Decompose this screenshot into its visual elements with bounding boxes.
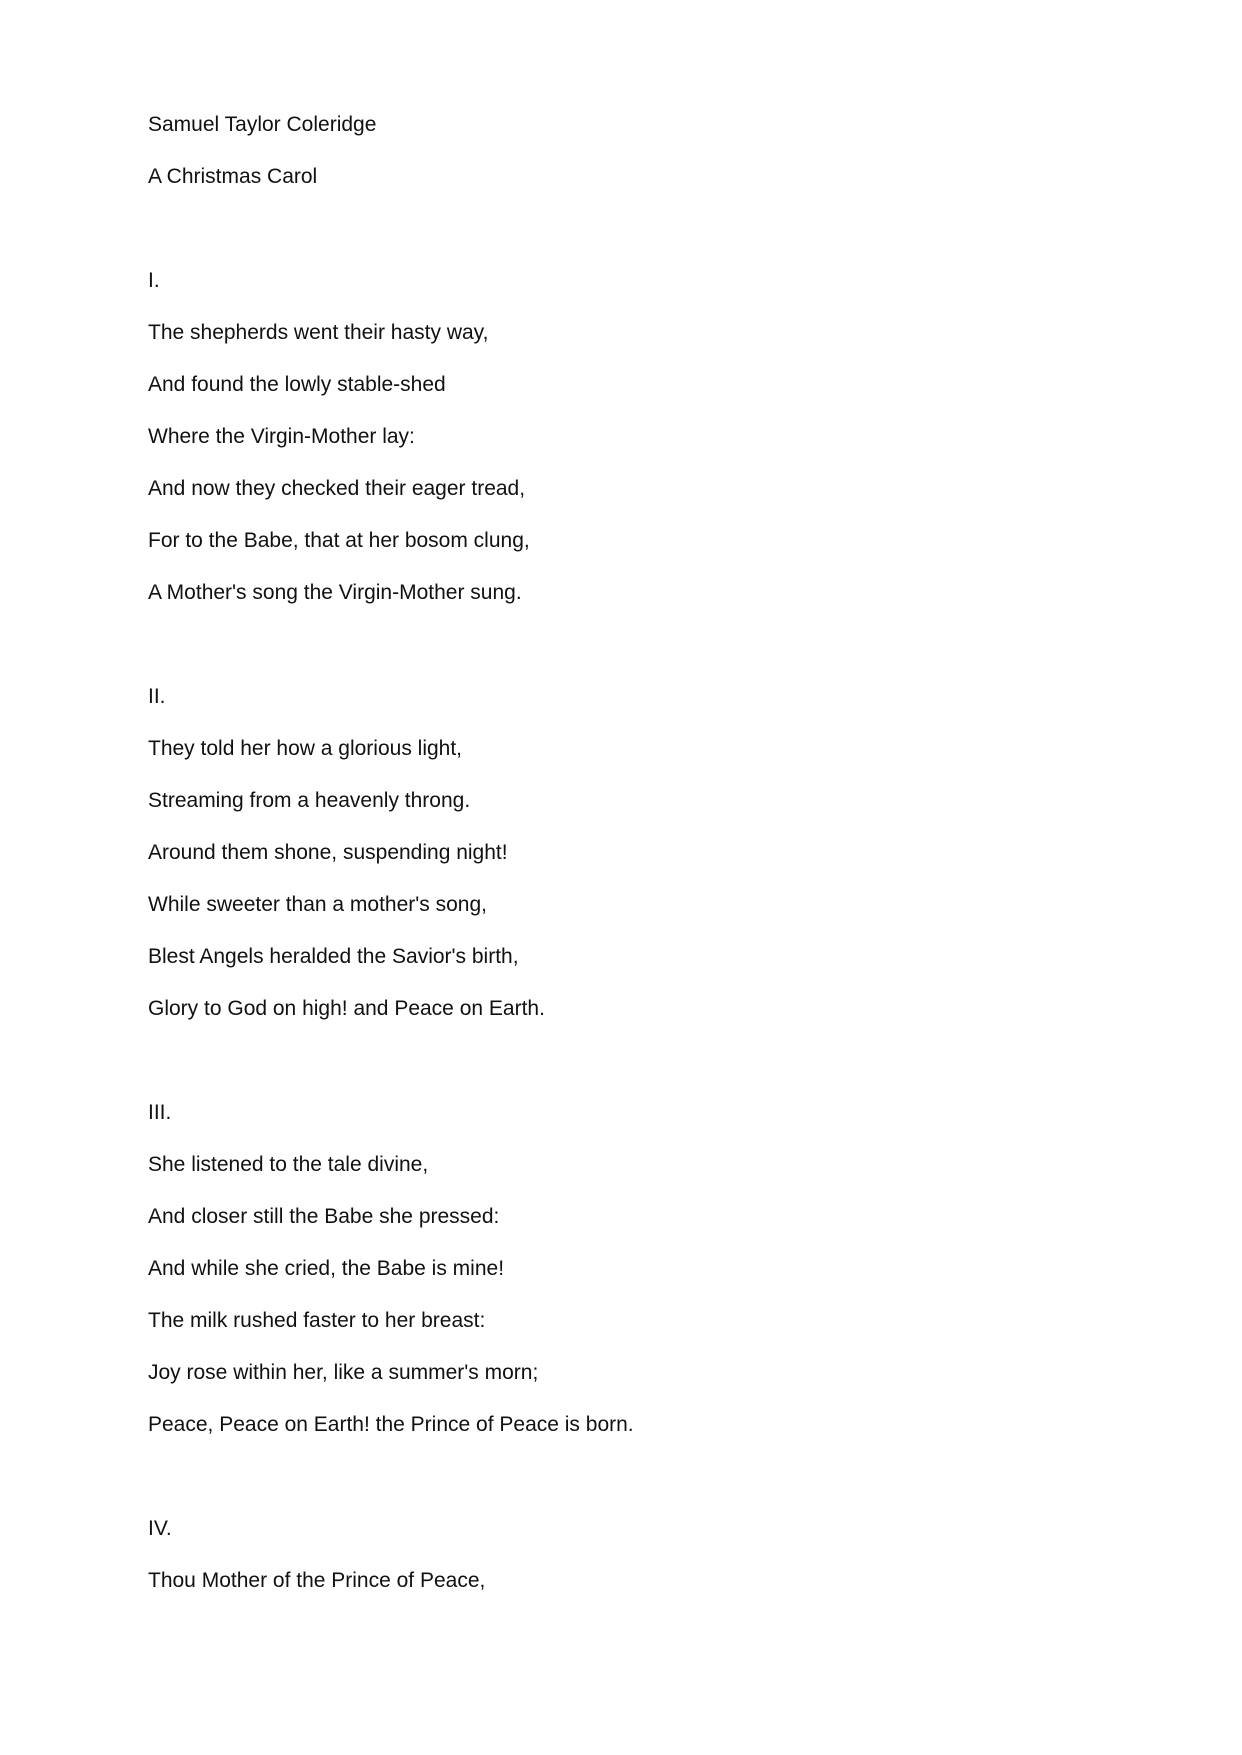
- author-name: Samuel Taylor Coleridge: [148, 113, 377, 136]
- poem-line: Where the Virgin-Mother lay:: [148, 425, 415, 448]
- poem-line: Peace, Peace on Earth! the Prince of Peace is born.: [148, 1413, 634, 1436]
- poem-line: Blest Angels heralded the Savior's birth,: [148, 945, 519, 968]
- poem-line: Glory to God on high! and Peace on Earth.: [148, 997, 545, 1020]
- poem-line: For to the Babe, that at her bosom clung,: [148, 529, 530, 552]
- stanza-numeral: I.: [148, 269, 160, 292]
- poem-line: Joy rose within her, like a summer's morn;: [148, 1361, 539, 1384]
- poem-line: She listened to the tale divine,: [148, 1153, 429, 1176]
- poem-line: And closer still the Babe she pressed:: [148, 1205, 500, 1228]
- stanza-numeral: III.: [148, 1101, 172, 1124]
- poem-line: A Mother's song the Virgin-Mother sung.: [148, 581, 522, 604]
- poem-line: And while she cried, the Babe is mine!: [148, 1257, 505, 1280]
- poem-line: Thou Mother of the Prince of Peace,: [148, 1569, 486, 1592]
- poem-title: A Christmas Carol: [148, 165, 318, 188]
- poem-line: The milk rushed faster to her breast:: [148, 1309, 486, 1332]
- poem-line: The shepherds went their hasty way,: [148, 321, 489, 344]
- poem-line: And found the lowly stable-shed: [148, 373, 446, 396]
- poem-line: Streaming from a heavenly throng.: [148, 789, 471, 812]
- poem-line: While sweeter than a mother's song,: [148, 893, 488, 916]
- stanza-numeral: II.: [148, 685, 166, 708]
- poem-line: Around them shone, suspending night!: [148, 841, 508, 864]
- stanza-numeral: IV.: [148, 1517, 172, 1540]
- poem-line: And now they checked their eager tread,: [148, 477, 526, 500]
- poem-line: They told her how a glorious light,: [148, 737, 463, 760]
